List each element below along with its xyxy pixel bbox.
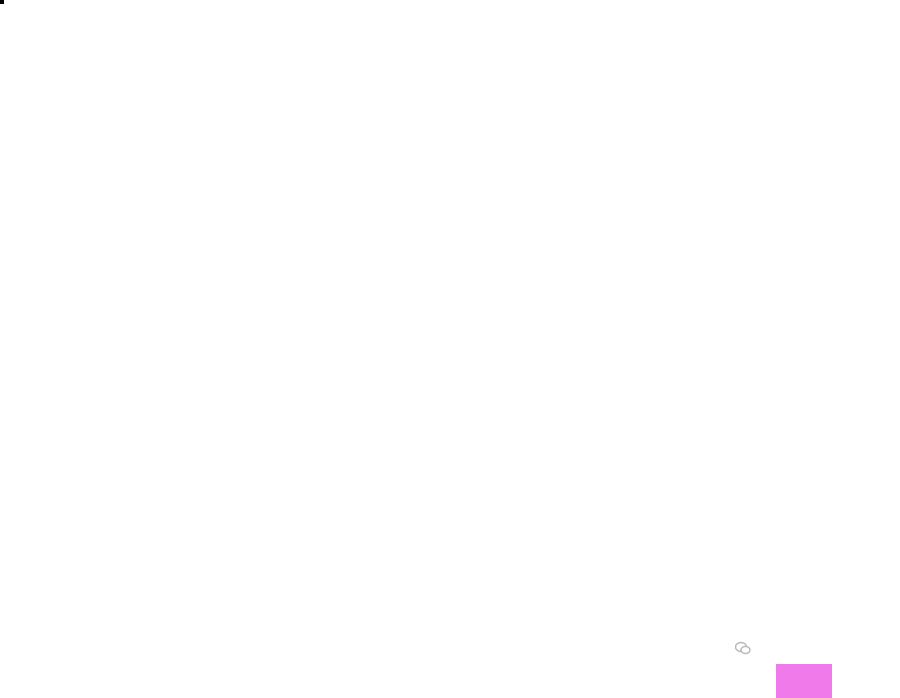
- min-header-row: [512, 44, 887, 61]
- wechat-icon: [735, 640, 751, 656]
- min-temp-table: [512, 44, 887, 61]
- zhengzhou-highlight-max: [0, 0, 4, 4]
- max-header-row: [17, 44, 500, 61]
- color-legend: [70, 659, 770, 681]
- max-temp-table: [17, 44, 500, 61]
- zhengzhou-highlight-min: [0, 0, 4, 4]
- hot-weather-box: [776, 664, 832, 698]
